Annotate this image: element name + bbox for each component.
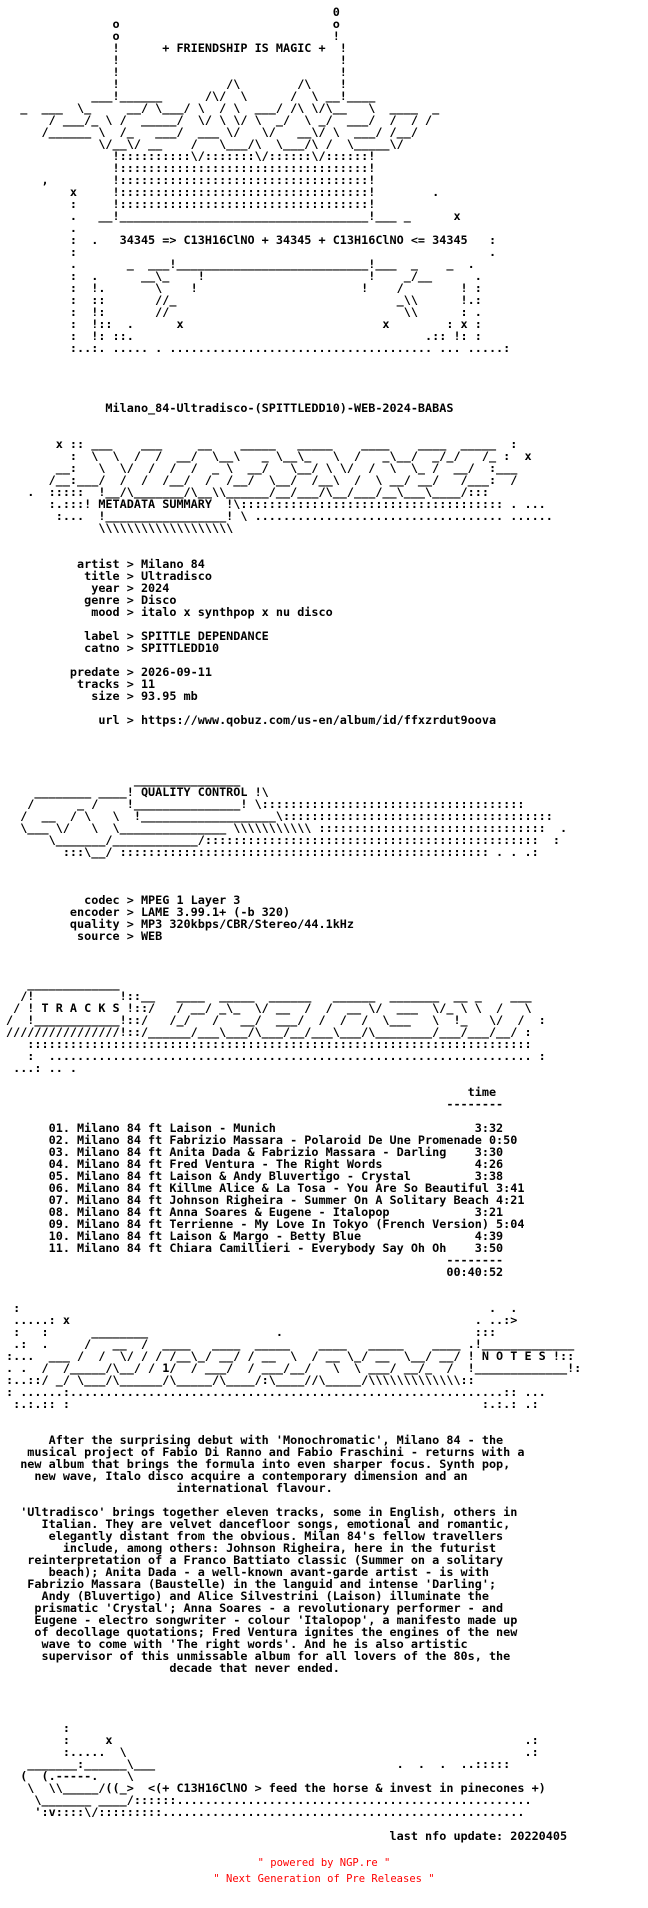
nfo-line: _____________	[6, 977, 120, 991]
nfo-line: beach); Anita Dada - a well-known avant-garde artist - is with	[6, 1565, 489, 1579]
nfo-line: 01. Milano 84 ft Laison - Munich 3:32	[6, 1121, 504, 1135]
nfo-line: : ......:.............................................................:: ...	[6, 1385, 546, 1399]
nfo-line[interactable]: url > https://www.qobuz.com/us-en/album/id/ffxzrdut9oova	[6, 713, 497, 727]
nfo-line: 09. Milano 84 ft Terrienne - My Love In Tokyo (French Version) 5:04	[6, 1217, 525, 1231]
nfo-line: \\\\\\\\\\\\\\\\\\\	[6, 521, 234, 535]
nfo-line	[6, 1674, 581, 1686]
nfo-line: 0	[6, 5, 340, 19]
nfo-line: year > 2024	[6, 581, 170, 595]
nfo-text-block	[6, 6, 581, 1842]
nfo-line	[6, 726, 581, 738]
nfo-line: elegantly distant from the obvious. Milan 84's fellow travellers	[6, 1529, 504, 1543]
nfo-line: last nfo update: 20220405	[6, 1829, 568, 1843]
nfo-line: --------	[6, 1097, 504, 1111]
nfo-line: ! /\ /\ !	[6, 77, 347, 91]
nfo-line: \ \\_____/((_> <(+ C13H16ClNO > feed the horse & invest in pinecones +)	[6, 1781, 546, 1795]
nfo-line: _ ___ \_ __/ \___/ \ / \ ___/ /\ \/\__ \ ____ _	[6, 101, 440, 115]
nfo-line: \___ \/ \ \_______________ \\\\\\\\\\\ :::::::::::::::::::::::::::::::: .	[6, 821, 568, 835]
nfo-line	[6, 534, 581, 546]
nfo-line: catno > SPITTLEDD10	[6, 641, 220, 655]
nfo-line: /______ \ /_ ___/ ___ \/ \/ __\/ \ ___/ /__/	[6, 125, 418, 139]
nfo-line: : !:: . x x : x :	[6, 317, 482, 331]
nfo-line: x :: ___ ___ __ _____ _____ ____ ____ _____ :	[6, 437, 518, 451]
nfo-line: source > WEB	[6, 929, 163, 943]
nfo-line: / !____________!::/ /_/ / __/ ___/ / / / \___ \ !_ \/ / :	[6, 1013, 546, 1027]
nfo-line: \_______ ____/::::::..................................................	[6, 1793, 532, 1807]
nfo-line: mood > italo x synthpop x nu disco	[6, 605, 333, 619]
nfo-line: artist > Milano 84	[6, 557, 205, 571]
nfo-line: ___!______ /\/ \ / \ __!____	[6, 89, 376, 103]
nfo-line: Italian. They are velvet dancefloor songs, emotional and romantic,	[6, 1517, 511, 1531]
nfo-line: . ::::: !__/\_______/\__\\______/__/___/\__/___/__\___\____/:::	[6, 485, 489, 499]
nfo-line: 06. Milano 84 ft Killme Alice & La Tosa - You Are So Beautiful 3:41	[6, 1181, 525, 1195]
nfo-line	[6, 354, 581, 366]
nfo-line: :..::/ _/ \___/\______/\_____/\____/:\____//\_____/\\\\\\\\\\\\\::	[6, 1373, 475, 1387]
nfo-line: Eugene - electro songwriter - colour 'Italopop', a manifesto made up	[6, 1613, 518, 1627]
nfo-line: ////////////////!::/______/___\___/\___/__/___\___/\________/___/___/__/ :	[6, 1025, 532, 1039]
nfo-line: ...: .. .	[6, 1061, 78, 1075]
nfo-line: /__:___/ / / /__/ / /__/ \__/ /__\ / \ __/ __/ /___: /	[6, 473, 518, 487]
nfo-line: Andy (Bluvertigo) and Alice Silvestrini (Laison) illuminate the	[6, 1589, 489, 1603]
nfo-line	[6, 942, 581, 954]
powered-by-footer[interactable]: " powered by NGP.re "	[257, 1857, 391, 1869]
nfo-line: !::::::::::\/:::::::\/::::::\/::::::!	[6, 149, 376, 163]
nfo-line: : .	[6, 245, 497, 259]
nfo-line	[6, 414, 581, 426]
nfo-line: :..... \ .:	[6, 1745, 539, 1759]
nfo-line: .: . / __ / ____ ____ _____ ____ _____ ____ .!_____________	[6, 1337, 575, 1351]
nfo-line: --------	[6, 1253, 504, 1267]
nfo-line: 08. Milano 84 ft Anna Soares & Eugene - Italopop 3:21	[6, 1205, 504, 1219]
nfo-line: :..:. ..... . ..................................... ... .....:	[6, 341, 511, 355]
nfo-line	[6, 1410, 581, 1422]
nfo-line: quality > MP3 320kbps/CBR/Stereo/44.1kHz	[6, 917, 355, 931]
nfo-line	[6, 738, 581, 750]
nfo-line	[6, 1278, 581, 1290]
nfo-line: :.:.:: : :.:.: .:	[6, 1397, 539, 1411]
nfo-line: : :: //_ _\\ !.:	[6, 293, 482, 307]
nfo-line: After the surprising debut with 'Monochromatic', Milano 84 - the	[6, 1433, 504, 1447]
nfo-line: /! !::__ ____ _____ ______ ______ _______ __ _ ___	[6, 989, 532, 1003]
nfo-line: _______________	[6, 773, 241, 787]
nfo-line: x !:::::::::::::::::::::::::::::::::::! .	[6, 185, 440, 199]
nfo-line: 10. Milano 84 ft Laison & Margo - Betty Blue 4:39	[6, 1229, 504, 1243]
nfo-line: ! !	[6, 53, 347, 67]
nfo-line: 07. Milano 84 ft Johnson Righeira - Summer On A Solitary Beach 4:21	[6, 1193, 525, 1207]
nfo-line: 04. Milano 84 ft Fred Ventura - The Right Words 4:26	[6, 1157, 504, 1171]
nfo-line	[6, 858, 581, 870]
nfo-line: o o	[6, 17, 340, 31]
nfo-line: 11. Milano 84 ft Chiara Camillieri - Everybody Say Oh Oh 3:50	[6, 1241, 504, 1255]
nfo-line: international flavour.	[6, 1481, 333, 1495]
nfo-line: : x .:	[6, 1733, 539, 1747]
nfo-line: o !	[6, 29, 340, 43]
nfo-line: :... !_________________! \ ................................... ......	[6, 509, 553, 523]
nfo-line: ! !	[6, 65, 347, 79]
nfo-line	[6, 870, 581, 882]
nfo-line: / ! T R A C K S !::/ / __/ _\_ \/ __ / / __ \/ ___ \/_ \ \ / \	[6, 1001, 532, 1015]
nfo-line: :::\__/ :::::::::::::::::::::::::::::::::::::::::::::::::::: . . .:	[6, 845, 539, 859]
nfo-line: ! + FRIENDSHIP IS MAGIC + !	[6, 41, 347, 55]
nfo-line: __: \ \/ / / / _ \ __/ \__/ \ \/ / \ \_ / __/ :___	[6, 461, 518, 475]
nfo-line: ':v::::\/:::::::::...................................................	[6, 1805, 525, 1819]
nfo-line: encoder > LAME 3.99.1+ (-b 320)	[6, 905, 291, 919]
nfo-line	[6, 366, 581, 378]
nfo-line	[6, 750, 581, 762]
nfo-line: predate > 2026-09-11	[6, 665, 212, 679]
nfo-line: reinterpretation of a Franco Battiato classic (Summer on a solitary	[6, 1553, 504, 1567]
nfo-line	[6, 378, 581, 390]
nfo-line: : . __\_ ! ! _/__ .	[6, 269, 482, 283]
nfo-line: 'Ultradisco' brings together eleven tracks, some in English, others in	[6, 1505, 518, 1519]
nfo-line: genre > Disco	[6, 593, 177, 607]
nfo-line: :::::::::::::::::::::::::::::::::::::::::::::::::::::::::::::::::::::::	[6, 1037, 532, 1051]
tagline-footer[interactable]: " Next Generation of Pre Releases "	[213, 1873, 435, 1885]
nfo-line: new album that brings the formula into even sharper focus. Synth pop,	[6, 1457, 511, 1471]
nfo-line: prismatic 'Crystal'; Anna Soares - a revolutionary performer - and	[6, 1601, 504, 1615]
nfo-line: .....: x . ..:>	[6, 1313, 518, 1327]
nfo-line: supervisor of this unmissable album for all lovers of the 80s, the	[6, 1649, 511, 1663]
nfo-line: : !: ::. .:: !: :	[6, 329, 482, 343]
nfo-line: size > 93.95 mb	[6, 689, 198, 703]
nfo-line: new wave, Italo disco acquire a contemporary dimension and an	[6, 1469, 468, 1483]
nfo-line: :... ___ / / \/ / / /__\_/ __/ / __ \ / __ \_/ __ \__/ __/ ! N O T E S !::	[6, 1349, 575, 1363]
nfo-line: / ___/_ \ / _____/ \/ \ \/ \ _/ \ _/ ___/ / / /	[6, 113, 433, 127]
nfo-line: 03. Milano 84 ft Anita Dada & Fabrizio Massara - Darling 3:30	[6, 1145, 504, 1159]
nfo-line: ________ ____! QUALITY CONTROL !\	[6, 785, 269, 799]
nfo-line: tracks > 11	[6, 677, 156, 691]
nfo-line: codec > MPEG 1 Layer 3	[6, 893, 241, 907]
nfo-line: Milano_84-Ultradisco-(SPITTLEDD10)-WEB-2024-BABAS	[6, 401, 454, 415]
nfo-line: / _ / !_______________! \:::::::::::::::::::::::::::::::::::::	[6, 797, 525, 811]
nfo-line: , !:::::::::::::::::::::::::::::::::::!	[6, 173, 376, 187]
nfo-line: :	[6, 1721, 70, 1735]
nfo-line: musical project of Fabio Di Ranno and Fabio Fraschini - returns with a	[6, 1445, 525, 1459]
nfo-line: label > SPITTLE DEPENDANCE	[6, 629, 269, 643]
nfo-line: include, among others: Johnson Righeira, here in the futurist	[6, 1541, 497, 1555]
nfo-line: : . .	[6, 1301, 518, 1315]
nfo-line: \/__\/ __ / \___/\ \___/\ / \_____\/	[6, 137, 404, 151]
nfo-line: .	[6, 221, 78, 235]
nfo-line	[6, 1710, 581, 1722]
nfo-line: . _ ___!___________________________!___ _ _ .	[6, 257, 475, 271]
nfo-line: : !: // \\ : .	[6, 305, 482, 319]
nfo-line: _______:______\___ . . . ..:::::	[6, 1757, 511, 1771]
nfo-line: wave to come with 'The right words'. And he is also artistic	[6, 1637, 468, 1651]
nfo-line: title > Ultradisco	[6, 569, 212, 583]
nfo-line: Fabrizio Massara (Baustelle) in the languid and intense 'Darling';	[6, 1577, 497, 1591]
nfo-line: :.:::! METADATA SUMMARY !\::::::::::::::::::::::::::::::::::::: . ...	[6, 497, 546, 511]
nfo-line	[6, 954, 581, 966]
nfo-line: . . / /_____/\__/ / 1/ / ___/ / ___/__/ \ \ ___/ __/_ / !_____________!:	[6, 1361, 582, 1375]
nfo-line: / __ / \ \ !___________________\::::::::::::::::::::::::::::::::::::::	[6, 809, 553, 823]
nfo-line: time	[6, 1085, 497, 1099]
nfo-line: decade that never ended.	[6, 1661, 340, 1675]
nfo-line: : .................................................................... :	[6, 1049, 546, 1063]
nfo-line: \_______/____________/::::::::::::::::::::::::::::::::::::::::::::::: :	[6, 833, 560, 847]
nfo-line: : !. \ ! ! / ! :	[6, 281, 482, 295]
nfo-line: : !:::::::::::::::::::::::::::::::::::!	[6, 197, 376, 211]
nfo-line: : \ \ / / __/ \__\ _ \__\_ \ / _\__/ _/_/ /_ : x	[6, 449, 532, 463]
nfo-line: ( (.-----. \	[6, 1769, 134, 1783]
nfo-line: !:::::::::::::::::::::::::::::::::::!	[6, 161, 376, 175]
nfo-line: . __!___________________________________!___ _ x	[6, 209, 461, 223]
nfo-line	[6, 1698, 581, 1710]
nfo-line: 00:40:52	[6, 1265, 504, 1279]
nfo-line: 05. Milano 84 ft Laison & Andy Bluvertigo - Crystal 3:38	[6, 1169, 504, 1183]
nfo-line: 02. Milano 84 ft Fabrizio Massara - Polaroid De Une Promenade 0:50	[6, 1133, 518, 1147]
nfo-line: : . 34345 => C13H16ClNO + 34345 + C13H16ClNO <= 34345 :	[6, 233, 497, 247]
nfo-line	[6, 1686, 581, 1698]
nfo-line: : : ________ . :::	[6, 1325, 497, 1339]
nfo-line: of decollage quotations; Fred Ventura ignites the engines of the new	[6, 1625, 518, 1639]
